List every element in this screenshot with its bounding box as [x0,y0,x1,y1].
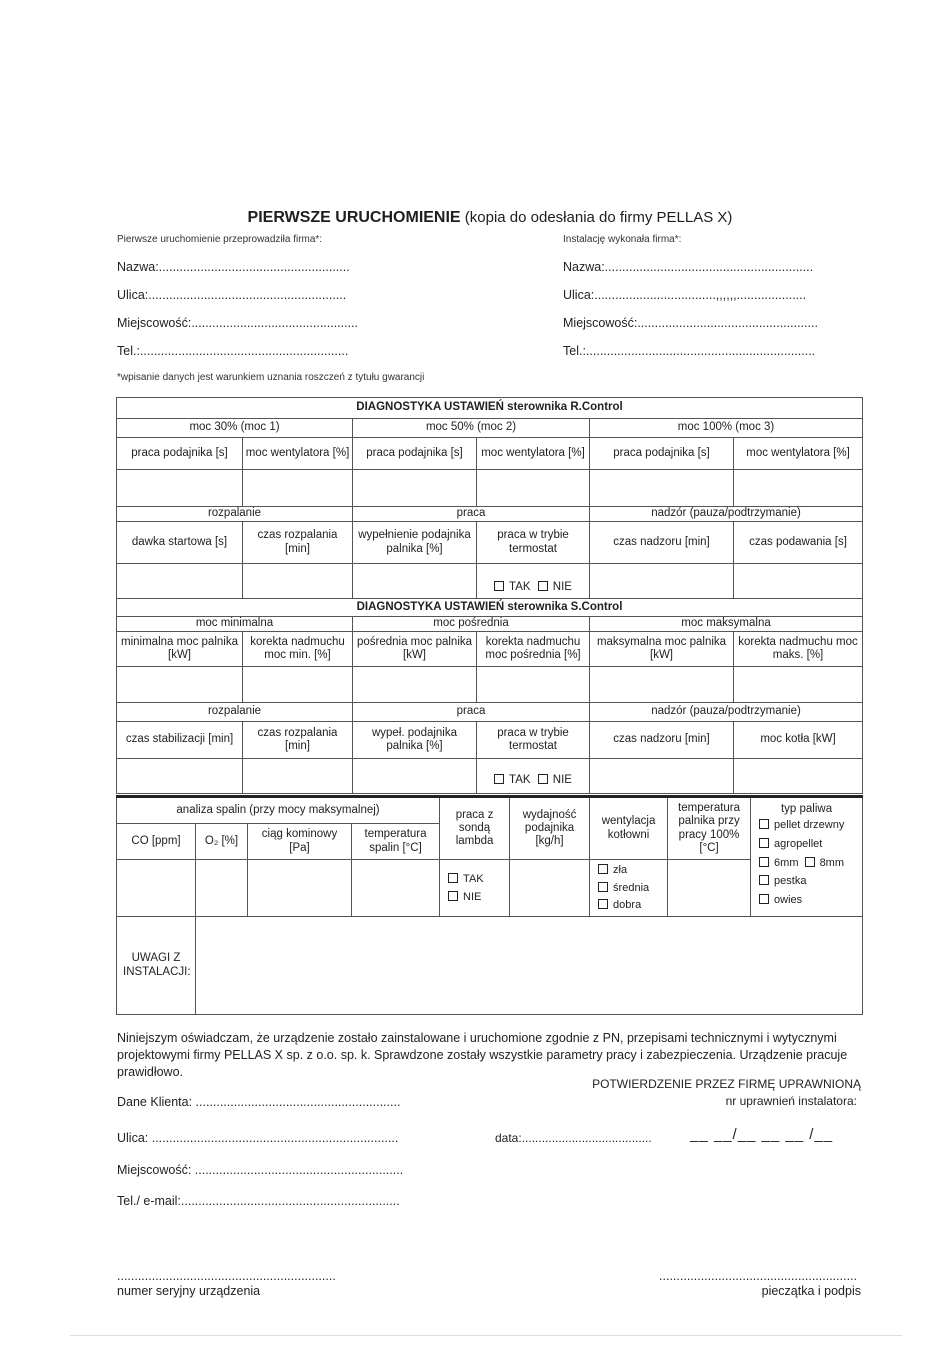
rcontrol-moc1: moc 30% (moc 1) [117,419,353,438]
input-cell[interactable] [117,759,243,794]
input-cell[interactable] [510,860,590,917]
left-name-field[interactable]: Nazwa:....................................................... [117,260,350,274]
input-cell[interactable] [353,759,477,794]
scontrol-max-moc-palnika: maksymalna moc palnika [kW] [590,632,734,667]
fuel-option[interactable]: pestka [759,875,854,888]
analysis-co: CO [ppm] [117,824,196,860]
scontrol-praca: praca [353,703,590,722]
left-block-heading: Pierwsze uruchomienie przeprowadziła firma*: [117,234,323,245]
input-cell[interactable] [477,470,590,507]
rcontrol-moc3: moc 100% (moc 3) [590,419,863,438]
rcontrol-praca: praca [353,507,590,522]
rcontrol-moc-wentylatora-1: moc wentylatora [%] [243,438,353,470]
input-cell[interactable] [668,860,751,917]
scontrol-min-moc-palnika: minimalna moc palnika [kW] [117,632,243,667]
input-cell[interactable] [590,667,734,703]
lambda-option[interactable]: TAK [448,873,507,886]
right-name-field[interactable]: Nazwa:............................................................ [563,260,814,274]
scontrol-czas-stabilizacji: czas stabilizacji [min] [117,722,243,759]
scontrol-praca-termostat: praca w trybie termostat [477,722,590,759]
scontrol-czas-rozpalania: czas rozpalania [min] [243,722,353,759]
input-cell[interactable] [117,860,196,917]
fuel-type-cell [751,797,863,917]
scontrol-moc-posr: moc pośrednia [353,617,590,632]
input-cell[interactable] [352,860,440,917]
scontrol-korekta-min: korekta nadmuchu moc min. [%] [243,632,353,667]
analysis-lambda: praca z sondą lambda [440,797,510,860]
rcontrol-wypelnienie: wypełnienie podajnika palnika [%] [353,522,477,564]
scontrol-korekta-posr: korekta nadmuchu moc pośrednia [%] [477,632,590,667]
remarks-field[interactable] [196,917,863,1015]
license-label: nr uprawnień instalatora: [725,1094,857,1108]
input-cell[interactable] [117,564,243,599]
scontrol-korekta-max: korekta nadmuchu moc maks. [%] [734,632,863,667]
analysis-o2: O₂ [%] [196,824,248,860]
input-cell[interactable] [248,860,352,917]
ventilation-choice [590,860,668,917]
input-cell[interactable] [590,564,734,599]
scontrol-posr-moc-palnika: pośrednia moc palnika [kW] [353,632,477,667]
rcontrol-moc2: moc 50% (moc 2) [353,419,590,438]
lambda-choice [440,860,510,917]
input-cell[interactable] [734,564,863,599]
ventilation-option[interactable]: średnia [598,882,665,895]
ventilation-option[interactable]: zła [598,864,665,877]
analysis-ciag: ciąg kominowy [Pa] [248,824,352,860]
fuel-option[interactable]: agropellet [759,838,854,851]
input-cell[interactable] [353,470,477,507]
warranty-note: *wpisanie danych jest warunkiem uznania roszczeń z tytułu gwarancji [117,372,425,383]
scontrol-nadzor: nadzór (pauza/podtrzymanie) [590,703,863,722]
rcontrol-nadzor: nadzór (pauza/podtrzymanie) [590,507,863,522]
left-street-field[interactable]: Ulica:......................................................... [117,288,347,302]
page-bottom-divider [70,1335,902,1336]
rcontrol-praca-podajnika-2: praca podajnika [s] [353,438,477,470]
analysis-table [116,795,863,1015]
input-cell[interactable] [477,667,590,703]
right-city-field[interactable]: Miejscowość:.................................................... [563,316,818,330]
input-cell[interactable] [734,470,863,507]
serial-number-line[interactable]: ............................................................... [117,1269,336,1283]
scontrol-czas-nadzoru: czas nadzoru [min] [590,722,734,759]
declaration-text: Niniejszym oświadczam, że urządzenie zostało zainstalowane i uruchomione zgodnie z PN, przepisami technicznymi i wytycznymi projektowymi firmy PELLAS X sp. z o.o. sp. k. Sprawdzone zostały wszystkie parametry pracy i zabezpieczenia. Urządzenie pracuje prawidłowo. [117,1031,848,1079]
input-cell[interactable] [590,470,734,507]
input-cell[interactable] [196,860,248,917]
fuel-option[interactable]: 6mm 8mm [759,857,854,870]
rcontrol-czas-rozpalania: czas rozpalania [min] [243,522,353,564]
rcontrol-title: DIAGNOSTYKA USTAWIEŃ sterownika R.Control [117,398,863,419]
lambda-option[interactable]: NIE [448,891,507,904]
confirmation-title: POTWIERDZENIE PRZEZ FIRMĘ UPRAWNIONĄ [592,1077,861,1091]
date-slots[interactable]: __ __/__ __ __ /__ [690,1126,834,1143]
checkbox[interactable] [494,774,504,784]
analysis-temp-palnika: temperatura palnika przy pracy 100% [°C] [668,797,751,860]
scontrol-termostat-choice: TAK NIE [477,759,590,794]
input-cell[interactable] [243,667,353,703]
input-cell[interactable] [243,759,353,794]
scontrol-moc-max: moc maksymalna [590,617,863,632]
left-phone-field[interactable]: Tel.:............................................................ [117,344,349,358]
input-cell[interactable] [734,667,863,703]
client-contact-field[interactable]: Tel./ e-mail:............................................................... [117,1194,400,1208]
right-phone-field[interactable]: Tel.:.................................................................. [563,344,816,358]
rcontrol-praca-podajnika-1: praca podajnika [s] [117,438,243,470]
analysis-header: analiza spalin (przy mocy maksymalnej) [117,797,440,824]
input-cell[interactable] [590,759,734,794]
ventilation-option[interactable]: dobra [598,899,665,912]
analysis-wentylacja: wentylacja kotłowni [590,797,668,860]
analysis-temp-spalin: temperatura spalin [°C] [352,824,440,860]
date-field[interactable]: data:....................................... [495,1131,652,1145]
page-title: PIERWSZE URUCHOMIENIE (kopia do odesłania do firmy PELLAS X) [247,209,733,226]
rcontrol-moc-wentylatora-3: moc wentylatora [%] [734,438,863,470]
right-block-heading: Instalację wykonała firma*: [563,234,682,245]
stamp-signature-label: pieczątka i podpis [761,1284,861,1298]
analysis-wydajnosc: wydajność podajnika [kg/h] [510,797,590,860]
checkbox[interactable] [494,581,504,591]
rcontrol-rozpalanie: rozpalanie [117,507,353,522]
stamp-signature-line[interactable]: ......................................................... [659,1269,857,1283]
fuel-option[interactable]: owies [759,894,854,907]
client-city-field[interactable]: Miejscowość: ............................................................ [117,1163,404,1177]
scontrol-moc-kotla: moc kotła [kW] [734,722,863,759]
client-name-field[interactable]: Dane Klienta: ........................................................... [117,1095,401,1109]
scontrol-rozpalanie: rozpalanie [117,703,353,722]
input-cell[interactable] [353,667,477,703]
rcontrol-czas-nadzoru: czas nadzoru [min] [590,522,734,564]
scontrol-wypel-podajnika: wypeł. podajnika palnika [%] [353,722,477,759]
rcontrol-termostat-choice: TAK NIE [477,564,590,599]
rcontrol-moc-wentylatora-2: moc wentylatora [%] [477,438,590,470]
remarks-label: UWAGI Z INSTALACJI: [117,917,196,1015]
scontrol-moc-min: moc minimalna [117,617,353,632]
input-cell[interactable] [734,759,863,794]
rcontrol-dawka-startowa: dawka startowa [s] [117,522,243,564]
input-cell[interactable] [243,470,353,507]
fuel-type-label: typ paliwa [780,803,833,815]
input-cell[interactable] [117,470,243,507]
diagnostics-table [116,397,863,794]
rcontrol-praca-termostat: praca w trybie termostat [477,522,590,564]
input-cell[interactable] [353,564,477,599]
client-street-field[interactable]: Ulica: ....................................................................... [117,1131,399,1145]
fuel-option[interactable]: pellet drzewny [759,819,854,832]
checkbox[interactable] [538,581,548,591]
scontrol-title: DIAGNOSTYKA USTAWIEŃ sterownika S.Control [117,599,863,617]
rcontrol-praca-podajnika-3: praca podajnika [s] [590,438,734,470]
input-cell[interactable] [117,667,243,703]
serial-number-label: numer seryjny urządzenia [117,1284,261,1298]
input-cell[interactable] [243,564,353,599]
checkbox[interactable] [538,774,548,784]
left-city-field[interactable]: Miejscowość:................................................ [117,316,359,330]
right-street-field[interactable]: Ulica:...................................,,,,,,.................... [563,288,807,302]
rcontrol-czas-podawania: czas podawania [s] [734,522,863,564]
